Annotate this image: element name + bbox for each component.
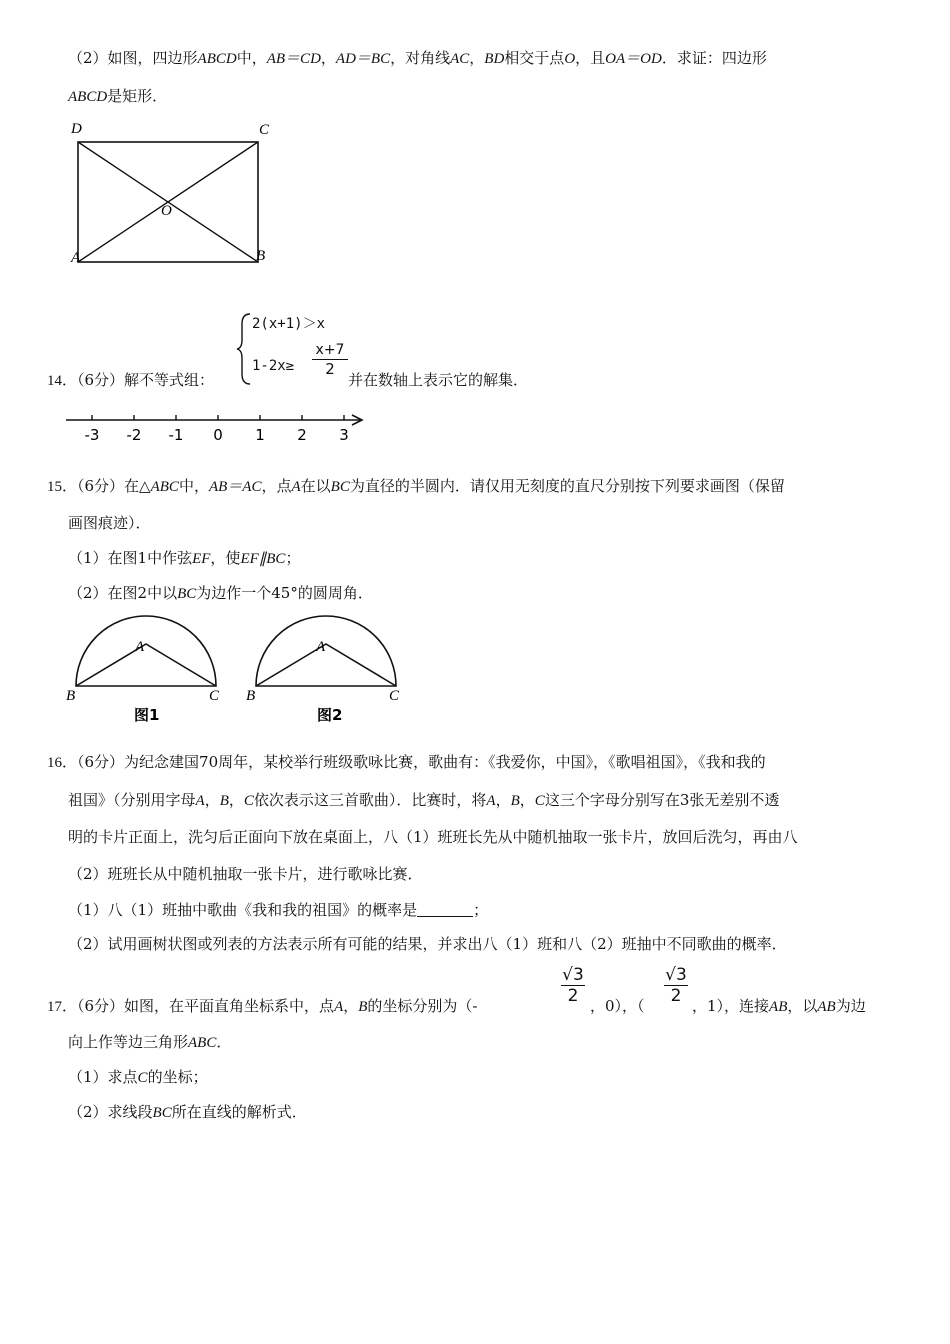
fig1-caption: 图1: [134, 706, 160, 724]
q13-2-line1: （2）如图，四边形ABCD中，AB＝CD，AD＝BC，对角线AC，BD相交于点O，且OA＝OD．求证：四边形: [68, 49, 767, 67]
label-c: C: [259, 122, 270, 138]
q16-line2: 祖国》（分别用字母A，B，C依次表示这三首歌曲）．比赛时，将A，B，C这三个字母分别写在3张无差别不透: [68, 791, 780, 809]
fig2-caption: 图2: [317, 706, 343, 724]
q16-sub1: （1）八（1）班抽中歌曲《我和我的祖国》的概率是 ；: [68, 901, 489, 919]
q13-2-line2: ABCD是矩形．: [68, 87, 168, 105]
number-line-tick-label: 3: [339, 426, 349, 444]
fig1-label-a: A: [135, 639, 145, 655]
fig2-label-c: C: [389, 688, 400, 704]
answer-blank[interactable]: [417, 902, 473, 917]
q16-sub2: （2）试用画树状图或列表的方法表示所有可能的结果，并求出八（1）班和八（2）班抽中不同歌曲的概率．: [68, 935, 787, 953]
q17-line1-c: ，1），连接AB，以AB为边: [692, 997, 866, 1015]
label-o: O: [161, 203, 172, 219]
rectangle-abcd-figure: [66, 120, 286, 270]
q14-tail: 并在数轴上表示它的解集．: [348, 371, 529, 389]
q16-line4: （2）班班长从中随机抽取一张卡片，进行歌咏比赛．: [68, 865, 423, 883]
sqrt3-over-2-b: √3 2: [665, 965, 687, 1006]
number-line-tick-label: 1: [255, 426, 265, 444]
fig2-label-a: A: [316, 639, 326, 655]
inequality-2-left: 1-2x≥: [252, 358, 295, 374]
q17-sub1: （1）求点C的坐标；: [68, 1068, 208, 1086]
number-line-tick-label: 2: [297, 426, 307, 444]
q16-line3: 明的卡片正面上，洗匀后正面向下放在桌面上，八（1）班班长先从中随机抽取一张卡片，放回后洗匀，再由八: [68, 828, 798, 846]
number-line-tick-label: -1: [168, 426, 184, 444]
semicircle-figure-1: [64, 612, 234, 722]
label-a: A: [71, 250, 81, 266]
label-d: D: [71, 121, 82, 137]
q15-line2: 画图痕迹）．: [68, 514, 151, 532]
q15-sub1: （1）在图1中作弦EF，使EF∥BC；: [68, 549, 301, 567]
inequality-2-fraction: x+7 2: [310, 342, 350, 378]
q17-line2: 向上作等边三角形ABC．: [68, 1033, 232, 1051]
semicircle-figure-2: [244, 612, 414, 722]
q17-sub2: （2）求线段BC所在直线的解析式．: [68, 1103, 307, 1121]
inequality-1: 2(x+1)＞x: [252, 316, 326, 332]
q14-line: 14．（6分）解不等式组：: [47, 371, 215, 389]
q17-line1-b: ，0），（: [590, 997, 645, 1015]
q16-line1: 16．（6分）为纪念建国70周年，某校举行班级歌咏比赛，歌曲有：《我爱你，中国》，《歌唱祖国》，《我和我的: [47, 753, 766, 771]
number-line: [62, 408, 372, 448]
fig2-label-b: B: [246, 688, 256, 704]
sqrt3-over-2-a: √3 2: [562, 965, 584, 1006]
number-line-tick-label: -3: [84, 426, 100, 444]
q15-sub2: （2）在图2中以BC为边作一个45°的圆周角．: [68, 584, 373, 602]
number-line-tick-label: 0: [213, 426, 223, 444]
q17-line1-a: 17．（6分）如图，在平面直角坐标系中，点A，B的坐标分别为（-: [47, 997, 478, 1015]
fig1-label-b: B: [66, 688, 76, 704]
fig1-label-c: C: [209, 688, 220, 704]
number-line-tick-label: -2: [126, 426, 142, 444]
label-b: B: [256, 248, 266, 264]
q15-line1: 15．（6分）在△ABC中，AB＝AC，点A在以BC为直径的半圆内．请仅用无刻度的直尺分别按下列要求画图（保留: [47, 477, 785, 495]
